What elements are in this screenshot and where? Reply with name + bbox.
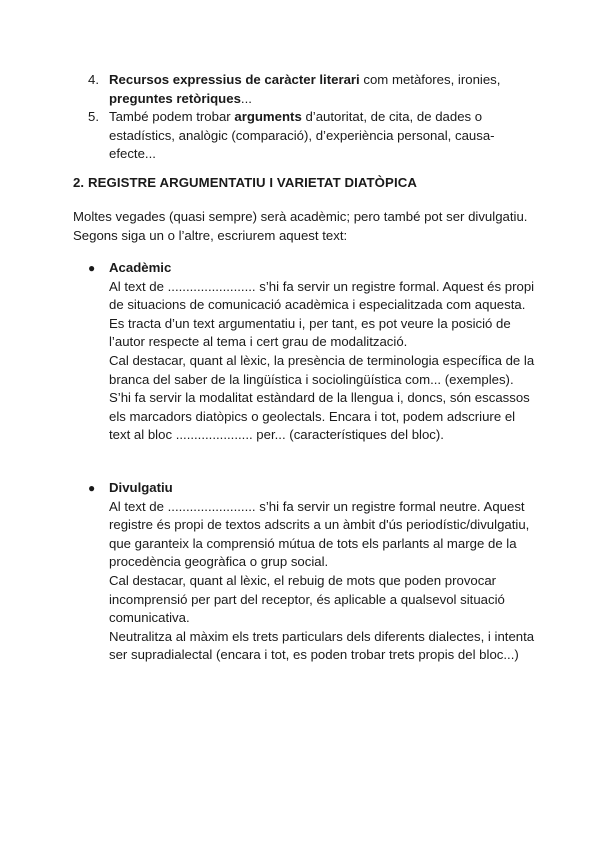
bullet-content [109, 259, 538, 445]
bold-term: Recursos expressius de caràcter literari [109, 72, 360, 87]
bullet-paragraph: Al text de ........................ s’hi fa servir un registre formal neutre. Aquest registre és propi de textos adscrits a un àmbit d'ús periodístic/divulgatiu, que garanteix la comprensió mútua de tots els parlants al marge de la procedència geogràfica o grup social. [109, 498, 530, 570]
bold-term: arguments [234, 109, 302, 125]
bullet-title: Acadèmic [109, 260, 172, 275]
list-item [88, 108, 528, 164]
bullet-paragraph: Es tracta d’un text argumentatiu i, per tant, es pot veure la posició de l’autor respecte al tema i cert grau de modalització. [109, 315, 511, 350]
bold-term: preguntes retòriques [109, 90, 241, 106]
bullet-dot-icon: ● [88, 261, 96, 275]
list-item [88, 71, 528, 108]
section-heading: 2. REGISTRE ARGUMENTATIU I VARIETAT DIATÒPICA [73, 175, 417, 190]
bullet-dot-icon: ● [88, 481, 96, 495]
bullet-paragraph: Neutralitza al màxim els trets particulars dels diferents dialectes, i intenta ser supradialectal (encara i tot, es poden trobar trets propis del bloc...) [109, 628, 535, 663]
bullet-paragraph: Al text de ........................ s’hi fa servir un registre formal. Aquest és propi de situacions de comunicació acadèmica i especialitzada com aquesta. [109, 278, 535, 313]
list-text: com metàfores, ironies, [359, 72, 501, 87]
bullet-academic [88, 259, 538, 445]
list-number: 5. [88, 109, 99, 125]
bullet-paragraph: Cal destacar, quant al lèxic, la presència de terminologia específica de la branca del saber de la lingüística i sociolingüística com... (exemples). [109, 352, 535, 387]
list-text: També podem trobar [109, 109, 235, 125]
bullet-divulgatiu [88, 479, 538, 665]
list-number: 4. [88, 72, 99, 87]
list-text: ... [240, 90, 252, 106]
bullet-paragraph: S’hi fa servir la modalitat estàndard de la llengua i, doncs, són escassos els marcadors diatòpics o geolectals. Encara i tot, podem adscriure el text al bloc ..................... per... (característiques del bloc). [109, 390, 530, 443]
numbered-list [88, 71, 528, 164]
intro-paragraph: Moltes vegades (quasi sempre) serà acadèmic; pero també pot ser divulgatiu. Segons siga un o l’altre, escriurem aquest text: [73, 209, 528, 243]
bullet-content [109, 479, 538, 665]
bullet-title: Divulgatiu [109, 480, 173, 495]
bullet-paragraph: Cal destacar, quant al lèxic, el rebuig de mots que poden provocar incomprensió per part del receptor, és aplicable a qualsevol situació comunicativa. [109, 572, 505, 626]
list-text: d’autoritat, de cita, de dades o estadístics, analògic (comparació), d’experiència personal, causa-efecte... [109, 109, 495, 162]
